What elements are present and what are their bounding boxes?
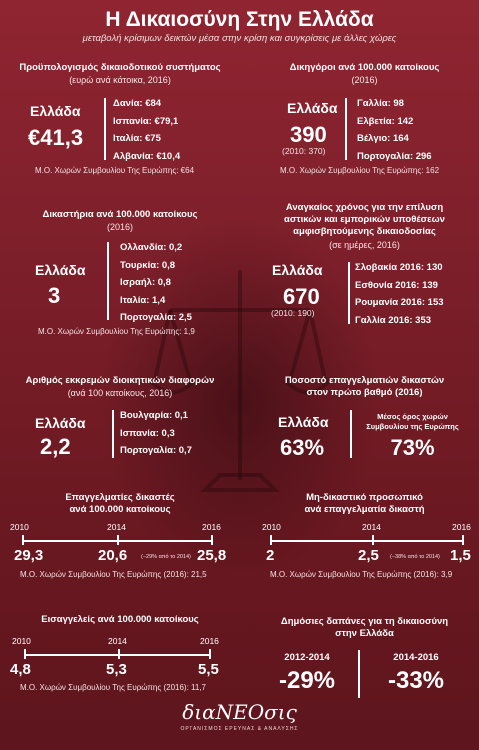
courts-greece-label: Ελλάδα <box>35 262 86 278</box>
list-item: Ισραήλ: 0,8 <box>120 277 171 288</box>
budget-title: Προϋπολογισμός δικαιοδοτικού συστήματος <box>19 62 221 73</box>
time-greece-value: 670 <box>283 284 320 309</box>
page-subtitle: μεταβολή κρίσιμων δεικτών μέσα στην κρίση και συγκρίσεις με άλλες χώρες <box>82 33 397 44</box>
list-item: Πορτογαλία: 0,7 <box>120 445 192 456</box>
spending-value-1: -29% <box>278 667 336 694</box>
staff-tick <box>372 535 374 545</box>
spending-value-2: -33% <box>387 667 445 694</box>
list-item: Ισπανία: 0,3 <box>120 427 175 439</box>
staff-value-2010: 2 <box>266 547 275 564</box>
judges-value-2010: 29,3 <box>14 547 44 564</box>
time-countries <box>355 259 444 329</box>
list-item: Ολλανδία: 0,2 <box>120 242 183 253</box>
logo-tagline: ΟΡΓΑΝΙΣΜΟΣ ΕΡΕΥΝΑΣ & ΑΝΑΛΥΣΗΣ <box>180 726 299 732</box>
courts-note: Μ.Ο. Χωρών Συμβουλίου Της Ευρώπης: 1,9 <box>38 327 195 336</box>
list-item: Ιταλία: 1,4 <box>120 294 166 306</box>
time-divider <box>348 262 350 324</box>
list-item: Γαλλία 2016: 353 <box>355 314 432 326</box>
budget-greece-label: Ελλάδα <box>30 103 81 119</box>
prosecutors-title: Εισαγγελείς ανά 100.000 κατοίκους <box>41 614 199 625</box>
budget-divider <box>104 98 106 160</box>
spending-period-1: 2012-2014 <box>284 652 330 663</box>
prosecutors-tick <box>209 649 211 659</box>
lawyers-note: Μ.Ο. Χωρών Συμβουλίου Της Ευρώπης: 162 <box>280 166 440 175</box>
pending-subtitle: (ανά 100 κατοίκους, 2016) <box>67 388 173 398</box>
judges-first-greece-value: 63% <box>280 435 325 460</box>
prosecutors-tick <box>118 649 120 659</box>
staff-year-2014: 2014 <box>362 522 381 532</box>
judges-value-2014: 20,6 <box>98 547 128 564</box>
list-item: Ρουμανία 2016: 153 <box>355 297 444 308</box>
list-item: Πορτογαλία: 2,5 <box>120 312 192 323</box>
staff-year-2016: 2016 <box>452 522 471 532</box>
list-item: Τουρκία: 0,8 <box>120 259 176 271</box>
judges-year-2014: 2014 <box>107 522 126 532</box>
staff-value-2014: 2,5 <box>358 547 379 564</box>
budget-greece-value: €41,3 <box>28 125 84 150</box>
dianeosis-logo: διαΝΕΟσις <box>182 700 297 724</box>
budget-subtitle: (ευρώ ανά κάτοικα, 2016) <box>69 75 171 85</box>
judges-first-greece-label: Ελλάδα <box>278 414 329 430</box>
staff-change-note: (−38% από το 2014) <box>390 554 440 560</box>
prosecutors-value-2014: 5,3 <box>106 661 127 678</box>
staff-note: Μ.Ο. Χωρών Συμβουλίου Της Ευρώπης (2016): 3,9 <box>270 570 453 579</box>
staff-year-2010: 2010 <box>262 522 281 532</box>
judges-tick <box>22 535 24 545</box>
budget-note: Μ.Ο. Χωρών Συμβουλίου Της Ευρώπης: €64 <box>35 166 195 175</box>
list-item: Σλοβακία 2016: 130 <box>355 262 443 273</box>
prosecutors-year-2014: 2014 <box>108 636 127 646</box>
judges-note: Μ.Ο. Χωρών Συμβουλίου Της Ευρώπης (2016): 21,5 <box>20 570 207 579</box>
judges-first-avg-value: 73% <box>390 435 435 460</box>
lawyers-subtitle: (2016) <box>351 75 378 85</box>
page-title: Η Δικαιοσύνη Στην Ελλάδα <box>105 8 374 31</box>
spending-divider <box>358 650 360 698</box>
judges-year-2010: 2010 <box>10 522 29 532</box>
list-item: Ελβετία: 142 <box>357 115 414 127</box>
lawyers-greece-prev: (2010: 370) <box>282 146 326 156</box>
budget-countries <box>113 95 180 165</box>
judges-first-divider <box>350 410 352 458</box>
list-item: Αλβανία: €10,4 <box>113 150 181 162</box>
list-item: Πορτογαλία: 296 <box>357 150 432 162</box>
pending-countries <box>120 407 192 460</box>
list-item: Βέλγιο: 164 <box>357 133 409 144</box>
pending-greece-label: Ελλάδα <box>35 415 86 431</box>
time-greece-prev: (2010: 190) <box>271 308 315 318</box>
judges-change-note: (−29% από το 2014) <box>141 554 191 560</box>
judges-value-2016: 25,8 <box>197 547 227 564</box>
lawyers-countries <box>357 95 432 165</box>
staff-timeline-axis <box>270 540 463 542</box>
list-item: Ιταλία: €75 <box>113 133 161 144</box>
staff-tick <box>270 535 272 545</box>
list-item: Βουλγαρία: 0,1 <box>120 410 188 421</box>
staff-tick <box>462 535 464 545</box>
list-item: Εσθονία 2016: 139 <box>355 279 438 291</box>
courts-subtitle: (2016) <box>106 222 133 232</box>
judges-first-avg-label: Μέσος όρος χωρών Συμβουλίου της Ευρώπης <box>366 412 459 431</box>
list-item: Ισπανία: €79,1 <box>113 115 179 127</box>
courts-divider <box>107 242 109 320</box>
courts-title: Δικαστήρια ανά 100.000 κατοίκους <box>42 209 198 220</box>
time-greece-label: Ελλάδα <box>272 262 323 278</box>
prosecutors-timeline-axis <box>24 654 210 656</box>
prosecutors-year-2016: 2016 <box>200 636 219 646</box>
judges-tick <box>211 535 213 545</box>
lawyers-greece-value: 390 <box>290 122 327 147</box>
prosecutors-value-2010: 4,8 <box>10 661 31 678</box>
prosecutors-year-2010: 2010 <box>12 636 31 646</box>
lawyers-divider <box>345 98 347 160</box>
spending-period-2: 2014-2016 <box>393 652 439 663</box>
lawyers-title: Δικηγόροι ανά 100.000 κατοίκους <box>289 62 440 73</box>
pending-greece-value: 2,2 <box>40 434 71 459</box>
judges-first-title: Ποσοστό επαγγελματιών δικαστών στον πρώτο βαθμό (2016) <box>284 375 445 398</box>
prosecutors-note: Μ.Ο. Χωρών Συμβουλίου Της Ευρώπης (2016): 11,7 <box>20 683 207 692</box>
courts-greece-value: 3 <box>48 283 61 308</box>
judges-tick <box>117 535 119 545</box>
list-item: Γαλλία: 98 <box>357 98 404 109</box>
spending-title: Δημόσιες δαπάνες για τη δικαιοσύνη στην Ελλάδα <box>280 616 449 639</box>
prosecutors-value-2016: 5,5 <box>198 661 219 678</box>
pending-divider <box>112 410 114 458</box>
staff-value-2016: 1,5 <box>450 547 471 564</box>
list-item: Δανία: €84 <box>113 98 162 109</box>
judges-title: Επαγγελματίες δικαστές ανά 100.000 κατοίκους <box>65 492 175 515</box>
time-subtitle: (σε ημέρες, 2016) <box>329 240 400 250</box>
lawyers-greece-label: Ελλάδα <box>287 100 338 116</box>
staff-title: Μη-δικαστικό προσωπικό ανά επαγγελματία δικαστή <box>304 492 425 515</box>
pending-title: Αριθμός εκκρεμών διοικητικών διαφορών <box>25 375 215 386</box>
judges-year-2016: 2016 <box>202 522 221 532</box>
time-title: Αναγκαίος χρόνος για την επίλυση αστικών και εμπορικών υποθέσεων αμφισβητούμενης δικαιοδοσίας <box>284 202 445 237</box>
courts-countries <box>120 239 192 327</box>
prosecutors-tick <box>24 649 26 659</box>
